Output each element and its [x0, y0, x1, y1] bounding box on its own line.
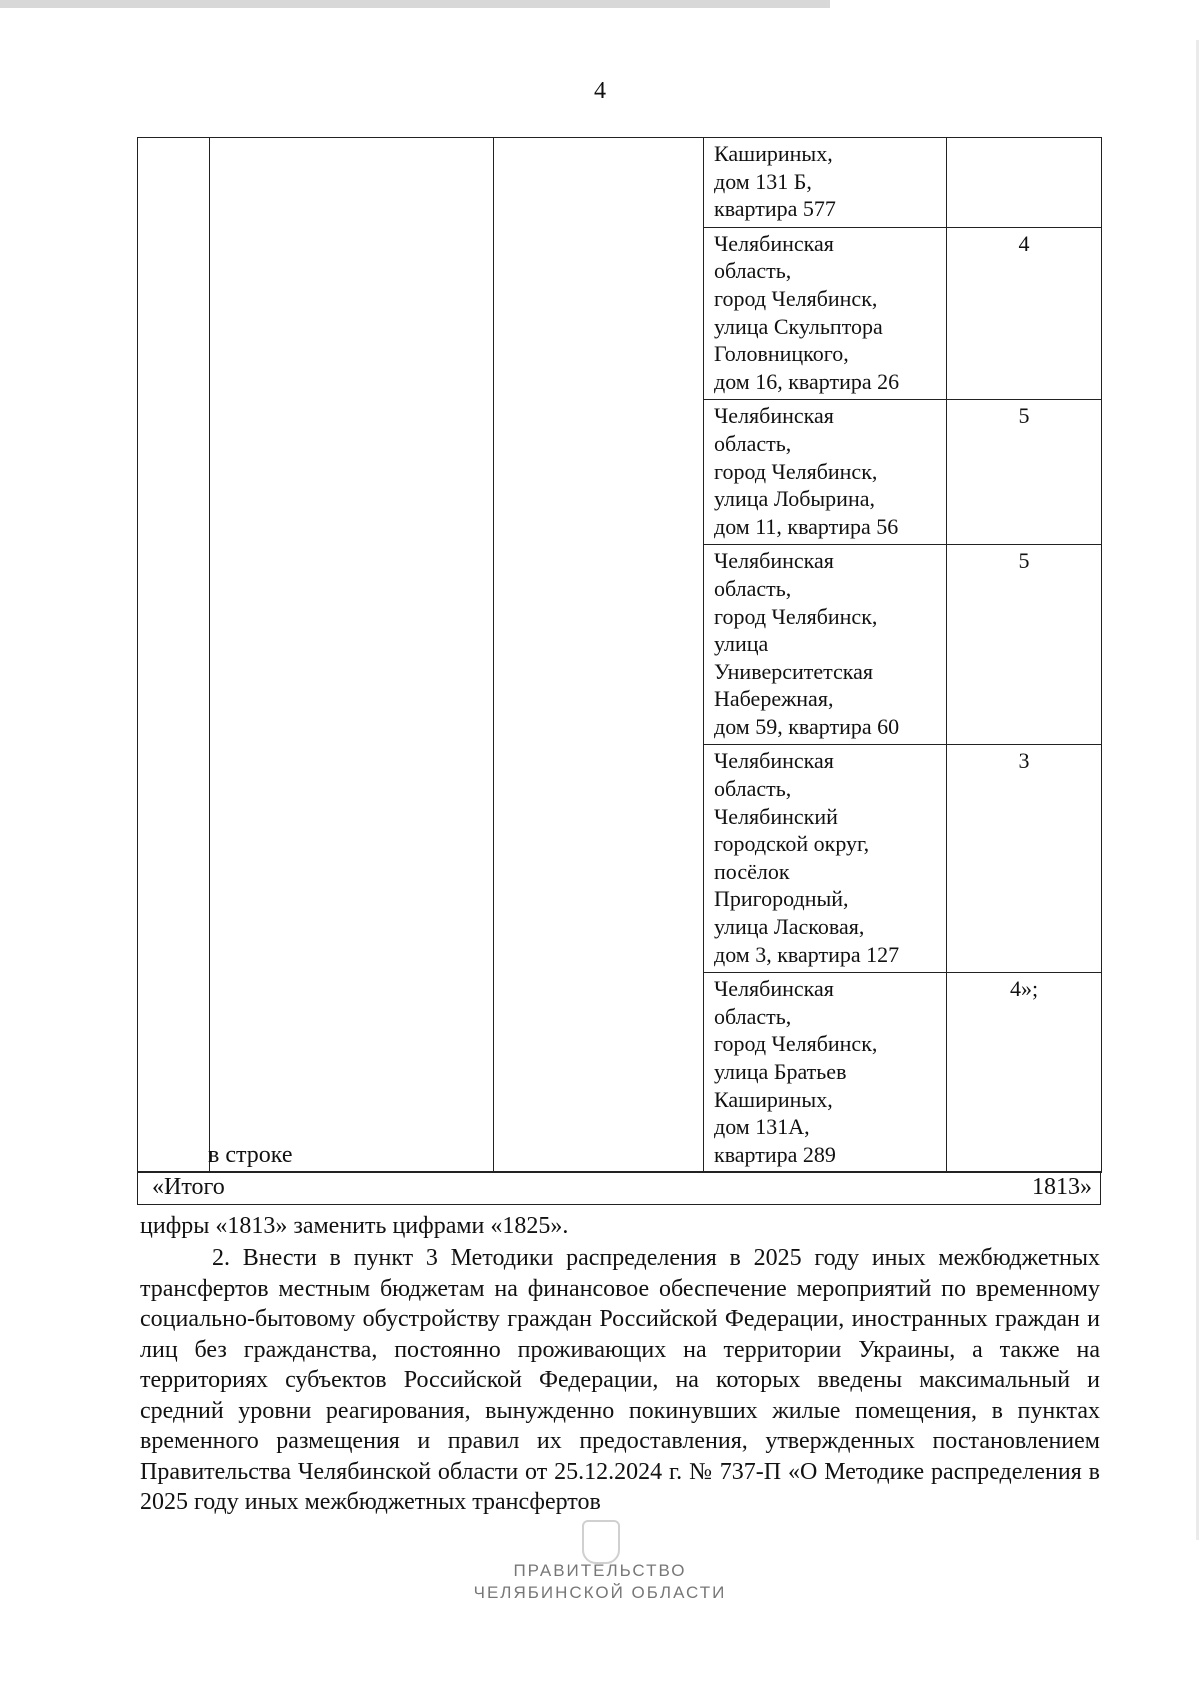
table-cell-col1 [138, 138, 210, 1173]
count-cell: 4 [947, 227, 1102, 400]
itogo-row [137, 1171, 1101, 1205]
address-cell: Кашириных, дом 131 Б, квартира 577 [704, 138, 947, 228]
itogo-label: «Итого [152, 1174, 225, 1200]
table-cell-col2 [210, 138, 494, 1173]
address-cell: Челябинская область, город Челябинск, улица Скульптора Головницкого, дом 16, квартира 26 [704, 227, 947, 400]
address-cell: Челябинская область, город Челябинск, улица Лобырина, дом 11, квартира 56 [704, 400, 947, 545]
seal-icon [582, 1520, 620, 1564]
scan-edge-top [0, 0, 830, 8]
address-cell: Челябинская область, город Челябинск, улица Университетская Набережная, дом 59, квартира 60 [704, 545, 947, 745]
stamp-line-1: ПРАВИТЕЛЬСТВО [513, 1561, 687, 1580]
itogo-value: 1813» [1032, 1174, 1092, 1200]
in-row-label: в строке [208, 1142, 293, 1168]
count-cell: 5 [947, 400, 1102, 545]
scan-edge-right [1196, 40, 1199, 1540]
count-cell: 4»; [947, 973, 1102, 1173]
count-cell: 3 [947, 745, 1102, 973]
table-row [138, 138, 1102, 228]
address-cell: Челябинская область, Челябинский городской округ, посёлок Пригородный, улица Ласковая, дом 3, квартира 127 [704, 745, 947, 973]
paragraph-2: 2. Внести в пункт 3 Методики распределения в 2025 году иных межбюджетных трансфертов местным бюджетам на финансовое обеспечение мероприятий по временному социально-бытовому обустройству граждан Российской Федерации, иностранных граждан и лиц без гражданства, постоянно проживающих на территории Украины, а также на территориях субъектов Российской Федерации, на которых введены максимальный и средний уровни реагирования, вынужденно покинувших жилые помещения, в пунктах временного размещения и правил их предоставления, утвержденных постановлением Правительства Челябинской области от 25.12.2024 г. № 737-П «О Методике распределения в 2025 году иных межбюджетных трансфертов [140, 1245, 1100, 1515]
address-cell: Челябинская область, город Челябинск, улица Братьев Кашириных, дом 131А, квартира 289 [704, 973, 947, 1173]
table-cell-col3 [494, 138, 704, 1173]
replace-text: цифры «1813» заменить цифрами «1825». [140, 1213, 569, 1239]
stamp-line-2: ЧЕЛЯБИНСКОЙ ОБЛАСТИ [473, 1583, 727, 1602]
page-number: 4 [594, 78, 606, 104]
count-cell: 5 [947, 545, 1102, 745]
address-table [137, 137, 1102, 1173]
count-cell [947, 138, 1102, 228]
